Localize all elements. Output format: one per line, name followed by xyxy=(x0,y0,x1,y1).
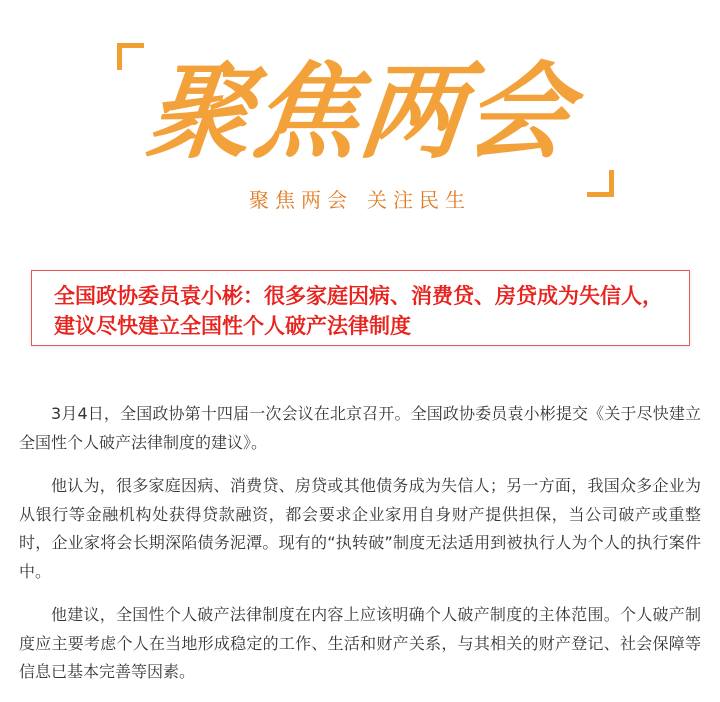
banner xyxy=(0,0,720,240)
article-paragraph: 他建议，全国性个人破产法律制度在内容上应该明确个人破产制度的主体范围。个人破产制度应主要考虑个人在当地形成稳定的工作、生活和财产关系，与其相关的财产登记、社会保障等信息已基本完善等因素。 xyxy=(19,605,701,681)
article-body xyxy=(19,400,701,702)
banner-title: 聚焦两会 xyxy=(141,51,579,173)
headline-text: 全国政协委员袁小彬：很多家庭因病、消费贷、房贷成为失信人，建议尽快建立全国性个人破产法律制度 xyxy=(54,284,663,338)
banner-subtitle-left: 聚焦两会 xyxy=(249,188,353,212)
article-paragraph: 他认为，很多家庭因病、消费贷、房贷或其他债务成为失信人；另一方面，我国众多企业为从银行等金融机构处获得贷款融资，都会要求企业家用自身财产提供担保，当公司破产或重整时，企业家将会长期深陷债务泥潭。现有的“执转破”制度无法适用到被执行人为个人的执行案件中。 xyxy=(19,476,701,581)
banner-subtitle-right: 关注民生 xyxy=(367,188,471,212)
article-paragraph: 3月4日，全国政协第十四届一次会议在北京召开。全国政协委员袁小彬提交《关于尽快建立全国性个人破产法律制度的建议》。 xyxy=(19,404,701,452)
headline-box xyxy=(31,270,690,346)
banner-subtitle xyxy=(0,186,720,214)
